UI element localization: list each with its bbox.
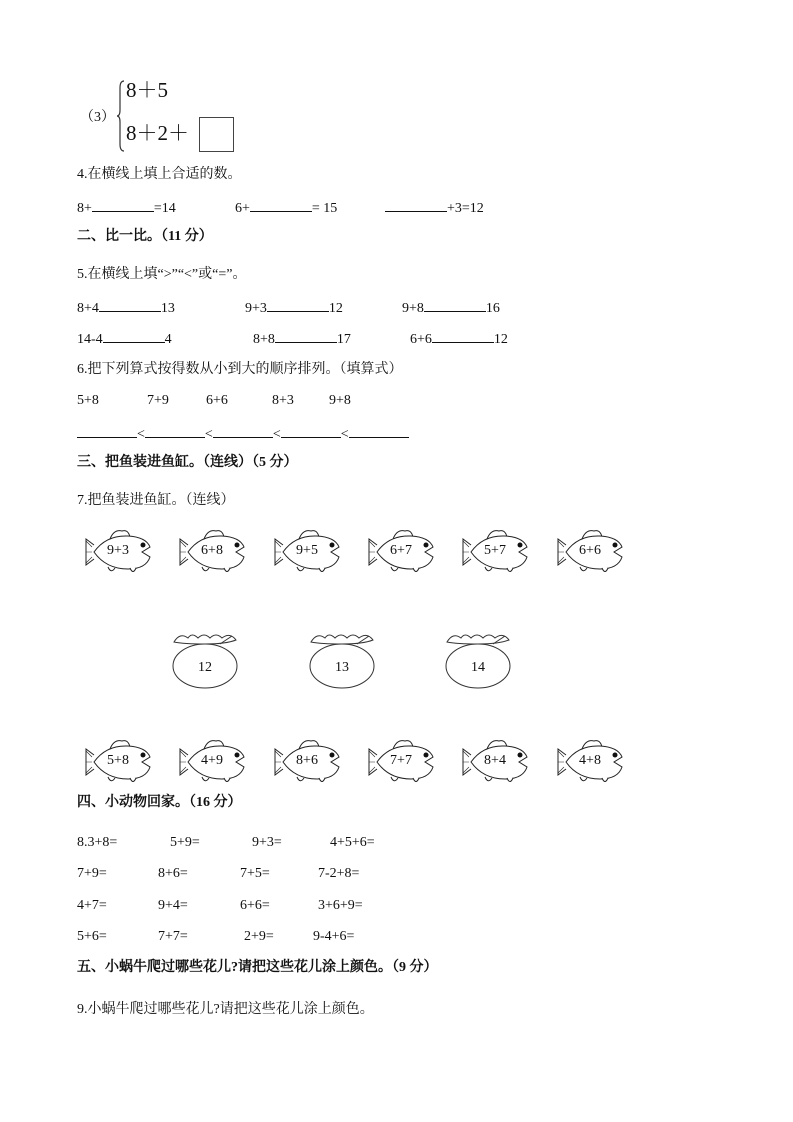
q5-item (77, 299, 175, 317)
fish-card[interactable] (84, 527, 156, 577)
answer-box[interactable] (199, 117, 234, 152)
q5-left: 6+6 (410, 332, 432, 347)
fish-expression: 7+7 (390, 753, 412, 768)
q5-right: 13 (160, 301, 175, 316)
calc-problem: 5+6= (77, 929, 107, 944)
answer-blank[interactable] (99, 299, 161, 312)
q4-item: +3=12 (385, 199, 484, 217)
fish-expression: 5+8 (107, 753, 129, 768)
fish-bowl-icon (443, 628, 513, 690)
brace-icon (117, 80, 125, 152)
fish-expression: 6+7 (390, 543, 412, 558)
answer-blank[interactable] (92, 199, 154, 212)
q5-item (402, 299, 500, 317)
q5-left: 9+8 (402, 301, 424, 316)
q4-title: 4.在横线上填上合适的数。 (77, 167, 242, 182)
fish-card[interactable] (273, 527, 345, 577)
bowl-number: 14 (471, 660, 485, 675)
answer-blank[interactable] (145, 425, 205, 438)
fish-card[interactable] (556, 737, 628, 787)
calc-problem: 4+5+6= (330, 835, 375, 850)
q5-right: 12 (328, 301, 343, 316)
q6-item: 8+3 (272, 393, 294, 408)
q6-item: 7+9 (147, 393, 169, 408)
calc-problem: 7+7= (158, 929, 188, 944)
q6-order-line: < < < < (77, 425, 409, 443)
fish-expression: 6+8 (201, 543, 223, 558)
q3-line1: 8＋5 (126, 78, 168, 102)
q6-item: 6+6 (206, 393, 228, 408)
fish-expression: 9+5 (296, 543, 318, 558)
fish-bowl[interactable] (443, 628, 513, 690)
q6-item: 9+8 (329, 393, 351, 408)
fish-bowl-icon (307, 628, 377, 690)
q4-item: 6+ = 15 (235, 201, 338, 216)
q5-item (253, 330, 351, 348)
fish-expression: 8+4 (484, 753, 506, 768)
calc-problem: 5+9= (170, 835, 200, 850)
answer-blank[interactable] (432, 330, 494, 343)
section-4-heading: 四、小动物回家。（16 分） (77, 795, 242, 810)
calc-problem: 3+6+9= (318, 898, 363, 913)
section-3-heading: 三、把鱼装进鱼缸。（连线）（5 分） (77, 455, 298, 470)
calc-problem: 9+3= (252, 835, 282, 850)
q5-right: 12 (493, 332, 508, 347)
q5-left: 9+3 (245, 301, 267, 316)
calc-problem: 8.3+8= (77, 835, 118, 850)
fish-bowl[interactable] (307, 628, 377, 690)
fish-card[interactable] (367, 527, 439, 577)
q5-left: 8+8 (253, 332, 275, 347)
q5-title: 5.在横线上填“>”“<”或“=”。 (77, 267, 247, 282)
fish-bowl[interactable] (170, 628, 240, 690)
q9-title: 9.小蜗牛爬过哪些花儿?请把这些花儿涂上颜色。 (77, 1002, 374, 1017)
answer-blank[interactable] (424, 299, 486, 312)
q5-item (410, 330, 508, 348)
answer-blank[interactable] (385, 199, 447, 212)
q5-right: 17 (336, 332, 351, 347)
fish-card[interactable] (178, 527, 250, 577)
q5-right: 16 (485, 301, 500, 316)
fish-card[interactable] (461, 737, 533, 787)
calc-problem: 9+4= (158, 898, 188, 913)
q6-item: 5+8 (77, 393, 99, 408)
fish-card[interactable] (556, 527, 628, 577)
calc-problem: 9-4+6= (313, 929, 355, 944)
fish-card[interactable] (84, 737, 156, 787)
fish-card[interactable] (367, 737, 439, 787)
calc-problem: 7-2+8= (318, 866, 360, 881)
fish-card[interactable] (461, 527, 533, 577)
fish-bowl-icon (170, 628, 240, 690)
fish-card[interactable] (178, 737, 250, 787)
answer-blank[interactable] (281, 425, 341, 438)
fish-expression: 4+8 (579, 753, 601, 768)
answer-blank[interactable] (103, 330, 165, 343)
q5-right: 4 (164, 332, 172, 347)
q3-label: （3） (80, 110, 115, 125)
q6-title: 6.把下列算式按得数从小到大的顺序排列。（填算式） (77, 362, 403, 377)
fish-expression: 9+3 (107, 543, 129, 558)
bowl-number: 13 (335, 660, 349, 675)
fish-card[interactable] (273, 737, 345, 787)
fish-expression: 6+6 (579, 543, 601, 558)
fish-expression: 5+7 (484, 543, 506, 558)
calc-problem: 7+5= (240, 866, 270, 881)
fish-expression: 4+9 (201, 753, 223, 768)
q5-item (245, 299, 343, 317)
q3-line2: 8＋2＋ (126, 121, 189, 145)
answer-blank[interactable] (213, 425, 273, 438)
bowl-number: 12 (198, 660, 212, 675)
answer-blank[interactable] (77, 425, 137, 438)
section-2-heading: 二、比一比。（11 分） (77, 229, 213, 244)
answer-blank[interactable] (275, 330, 337, 343)
q5-left: 8+4 (77, 301, 99, 316)
answer-blank[interactable] (349, 425, 409, 438)
fish-expression: 8+6 (296, 753, 318, 768)
q5-left: 14-4 (77, 332, 103, 347)
answer-blank[interactable] (267, 299, 329, 312)
q4-item: 8+ =14 (77, 201, 176, 216)
calc-problem: 7+9= (77, 866, 107, 881)
answer-blank[interactable] (250, 199, 312, 212)
calc-problem: 8+6= (158, 866, 188, 881)
calc-problem: 6+6= (240, 898, 270, 913)
section-5-heading: 五、小蜗牛爬过哪些花儿?请把这些花儿涂上颜色。（9 分） (77, 960, 438, 975)
q5-item (77, 330, 172, 348)
calc-problem: 4+7= (77, 898, 107, 913)
calc-problem: 2+9= (244, 929, 274, 944)
q7-title: 7.把鱼装进鱼缸。（连线） (77, 493, 235, 508)
